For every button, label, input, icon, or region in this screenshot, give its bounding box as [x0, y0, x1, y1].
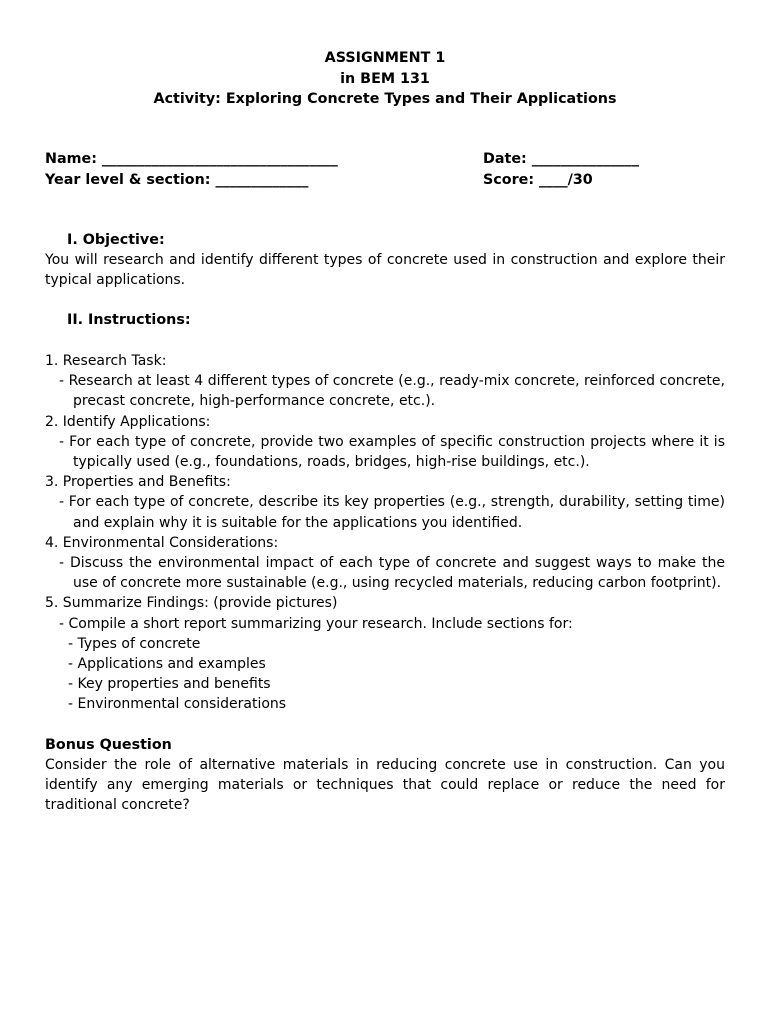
student-info [45, 149, 725, 191]
objective-heading: I. Objective: [67, 231, 165, 248]
step-2-title: 2. Identify Applications: [45, 413, 211, 430]
report-sections-list [45, 634, 725, 715]
step-4-title: 4. Environmental Considerations: [45, 534, 279, 551]
list-item: - Environmental considerations [68, 696, 287, 713]
list-item: - Key properties and benefits [68, 676, 271, 693]
step-4-detail: - Discuss the environmental impact of each type of concrete and suggest ways to make the use of concrete more sustainable (e.g., using recycled materials, reducing carbon footprint). [59, 554, 725, 592]
activity-title: Activity: Exploring Concrete Types and Their Applications [153, 91, 617, 107]
instructions-heading: II. Instructions: [67, 312, 191, 329]
step-3-detail: - For each type of concrete, describe its key properties (e.g., strength, durability, setting time) and explain why it is suitable for the applications you identified. [59, 494, 725, 531]
title-block [45, 48, 725, 110]
bonus-heading: Bonus Question [45, 736, 172, 753]
step-5-title: 5. Summarize Findings: (provide pictures) [45, 595, 338, 612]
step-1-detail: - Research at least 4 different types of concrete (e.g., ready-mix concrete, reinforced concrete, precast concrete, high-performance concrete, etc.). [59, 373, 725, 410]
assignment-title: ASSIGNMENT 1 [324, 50, 446, 66]
list-item: - Applications and examples [68, 655, 266, 672]
score-field[interactable]: Score: ____/30 [483, 171, 593, 188]
year-section-field[interactable]: Year level & section: _____________ [45, 171, 309, 188]
assignment-page [45, 48, 725, 815]
info-row-section-score [45, 170, 725, 191]
step-2-detail: - For each type of concrete, provide two examples of specific construction projects where it is typically used (e.g., foundations, roads, bridges, high-rise buildings, etc.). [59, 433, 725, 470]
step-1-title: 1. Research Task: [45, 352, 167, 369]
instructions-list [45, 351, 725, 715]
step-5-detail: - Compile a short report summarizing your research. Include sections for: [59, 615, 573, 632]
step-3-title: 3. Properties and Benefits: [45, 474, 231, 491]
info-row-name-date [45, 149, 725, 170]
course-code: in BEM 131 [340, 70, 430, 87]
name-field[interactable]: Name: _________________________________ [45, 150, 338, 167]
date-field[interactable]: Date: _______________ [483, 150, 639, 167]
list-item: - Types of concrete [68, 635, 201, 652]
bonus-text: Consider the role of alternative materials in reducing concrete use in construction. Can you identify any emerging materials or techniques that could replace or reduce the need for traditional concrete? [45, 756, 725, 814]
objective-text: You will research and identify different types of concrete used in construction and explore their typical applications. [45, 252, 725, 289]
